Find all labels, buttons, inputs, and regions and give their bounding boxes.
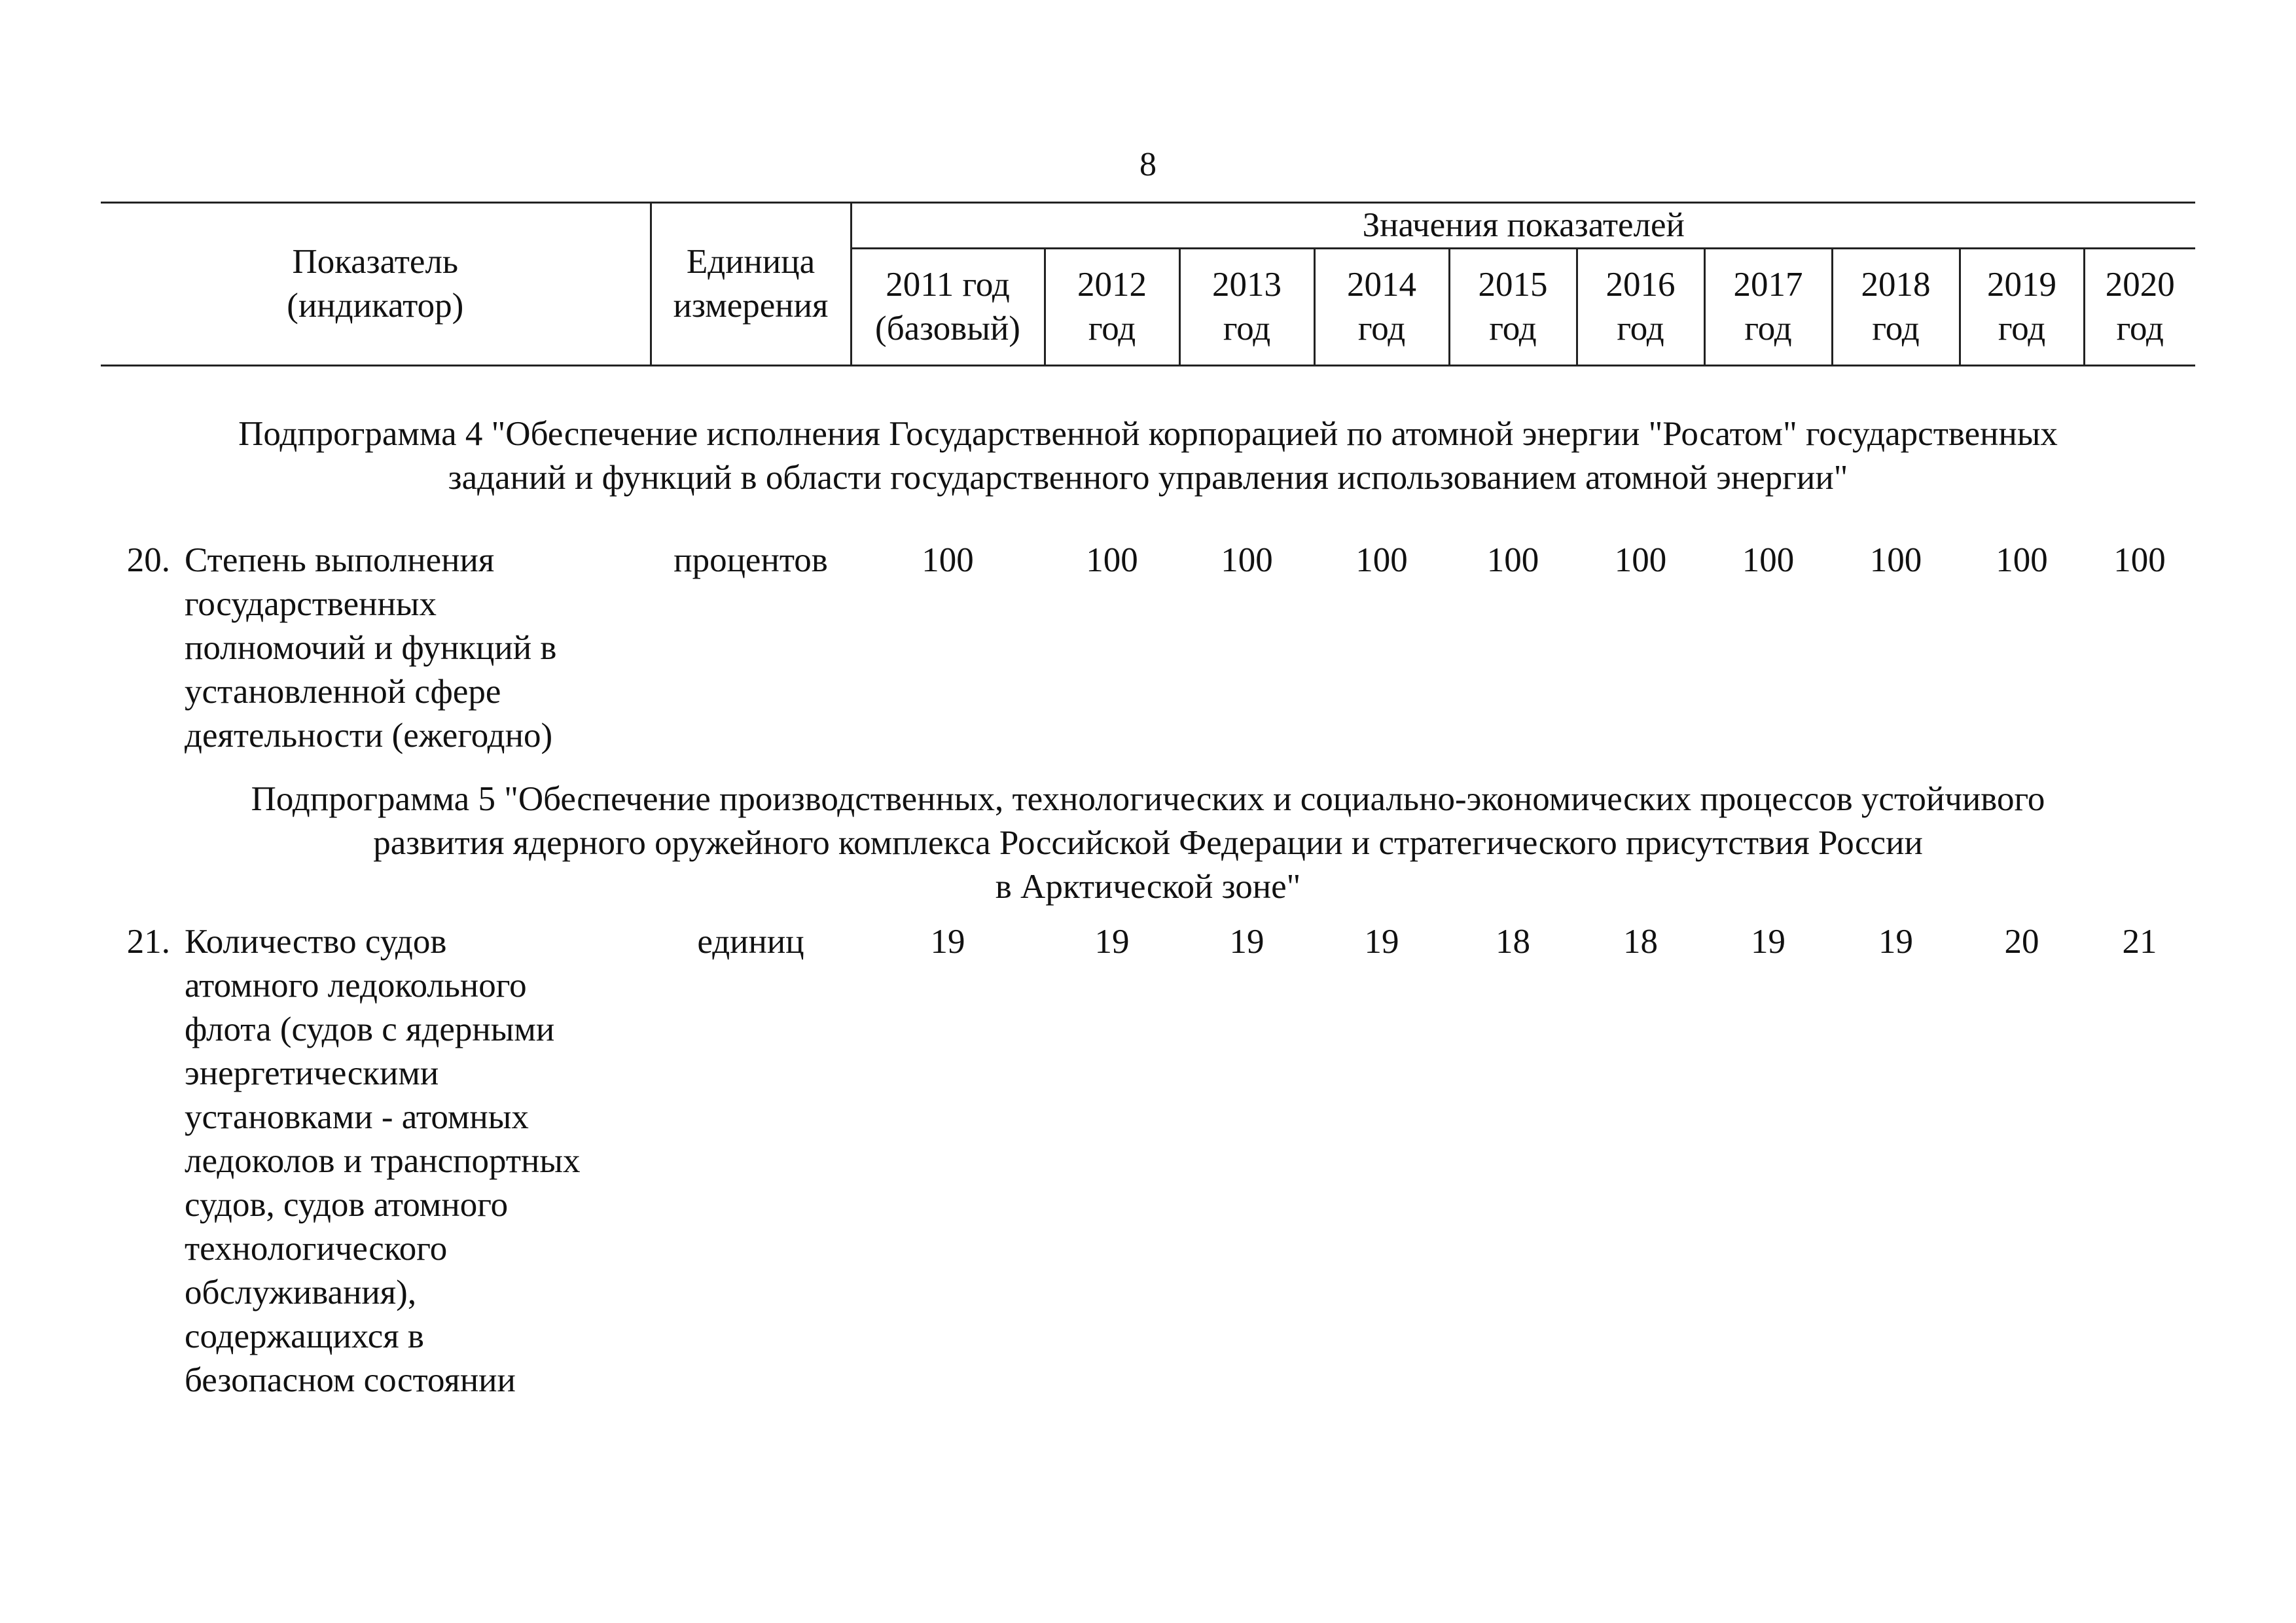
value-cell: 100: [1355, 541, 1408, 579]
value-cell: 19: [1364, 923, 1399, 961]
value-cell: 100: [2113, 541, 2166, 579]
year-header: 2014 год: [1314, 249, 1449, 366]
value-cell: 18: [1623, 923, 1659, 961]
subprogram-title-line: в Арктической зоне": [995, 868, 1301, 906]
unit-column-header: [651, 203, 851, 366]
subprogram-title-line: Подпрограмма 4 "Обеспечение исполнения Государственной корпорацией по атомной энергии "Росатом" государственных: [238, 415, 2058, 453]
row-number: 20.: [126, 541, 170, 579]
year-header: 2015 год: [1449, 249, 1577, 366]
value-cell: 19: [930, 923, 965, 961]
value-cell: 19: [1094, 923, 1130, 961]
unit-header-line: Единица: [686, 243, 816, 281]
value-cell: 19: [1229, 923, 1265, 961]
value-cell: 20: [2004, 923, 2039, 961]
unit-cell: единиц: [697, 923, 804, 961]
value-cell: 18: [1496, 923, 1531, 961]
indicator-name: Количество судов атомного ледокольного флота (судов с ядерными энергетическими установками - атомных ледоколов и транспортных судов, судов атомного технологического обслуживания), содержащихся в безопасном состоянии: [185, 923, 581, 1399]
value-cell: 100: [1614, 541, 1667, 579]
page-number: 8: [1139, 146, 1157, 183]
value-cell: 100: [1086, 541, 1138, 579]
subprogram-title-line: Подпрограмма 5 "Обеспечение производственных, технологических и социально-экономических процессов устойчивого: [251, 780, 2045, 818]
value-cell: 100: [1742, 541, 1795, 579]
value-cell: 100: [922, 541, 974, 579]
indicators-table: [101, 202, 2195, 1412]
year-header: 2011 год (базовый): [851, 249, 1045, 366]
year-header: 2016 год: [1577, 249, 1704, 366]
year-header: 2012 год: [1045, 249, 1179, 366]
value-cell: 100: [1996, 541, 2048, 579]
indicator-name: Степень выполнения государственных полномочий и функций в установленной сфере деятельности (ежегодно): [185, 541, 557, 755]
year-header: 2017 год: [1704, 249, 1832, 366]
value-cell: 21: [2122, 923, 2157, 961]
unit-header-line: измерения: [673, 287, 829, 325]
indicator-header-line: (индикатор): [287, 287, 464, 325]
subprogram-title-line: развития ядерного оружейного комплекса Российской Федерации и стратегического присутствия России: [373, 824, 1923, 862]
values-group-header: Значения показателей: [851, 203, 2195, 249]
table-header: [101, 203, 2195, 366]
table-row: [101, 538, 2195, 767]
value-cell: 19: [1878, 923, 1914, 961]
year-header: 2018 год: [1832, 249, 1960, 366]
value-cell: 100: [1221, 541, 1273, 579]
indicator-header-line: Показатель: [292, 243, 459, 281]
subprogram-title: [101, 767, 2195, 919]
table-body: [101, 366, 2195, 1412]
indicator-column-header: [101, 203, 651, 366]
subprogram-title: [101, 366, 2195, 539]
year-header: 2019 год: [1960, 249, 2084, 366]
value-cell: 100: [1486, 541, 1539, 579]
value-cell: 100: [1869, 541, 1922, 579]
value-cell: 19: [1751, 923, 1786, 961]
row-number: 21.: [126, 923, 170, 961]
subprogram-title-line: заданий и функций в области государственного управления использованием атомной энергии": [448, 459, 1848, 497]
year-header: 2020 год: [2084, 249, 2195, 366]
unit-cell: процентов: [673, 541, 828, 579]
year-header: 2013 год: [1179, 249, 1314, 366]
table-row: [101, 919, 2195, 1412]
